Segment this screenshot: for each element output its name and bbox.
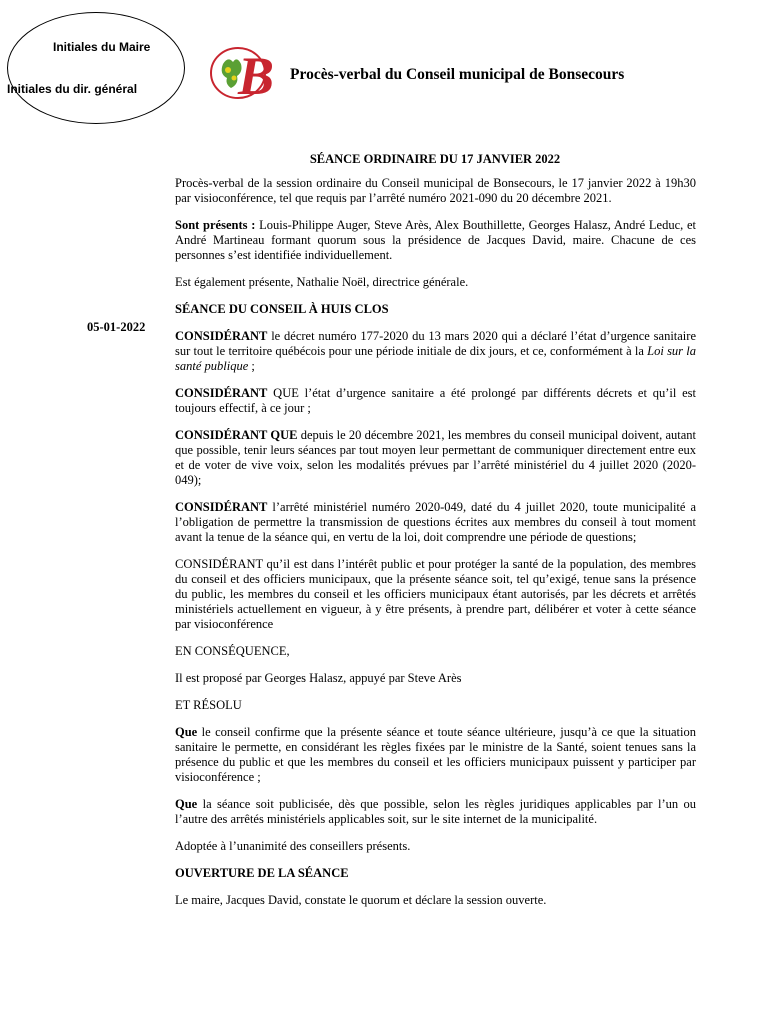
consequence-line: EN CONSÉQUENCE, <box>175 644 290 658</box>
present-paragraph <box>175 218 696 263</box>
que-1-label: Que <box>175 725 198 739</box>
adopted-line: Adoptée à l’unanimité des conseillers présents. <box>175 839 411 853</box>
considerant-5: CONSIDÉRANT qu’il est dans l’intérêt public et pour protéger la santé de la population, des membres du conseil et des officiers municipaux, que la présente séance soit, tel qu’exigé, tenue sans la présence du public, les membres du conseil et les officiers municipaux étant autorisés, par les décrets et arrêtés ministériels actuellement en vigueur, à y être présents, à prendre part, délibérer et voter à cette séance par visioconférence <box>175 557 696 631</box>
minutes-body <box>175 176 696 920</box>
que-2-label: Que <box>175 797 198 811</box>
considerant-3-label: CONSIDÉRANT QUE <box>175 428 298 442</box>
opening-text: Le maire, Jacques David, constate le quorum et déclare la session ouverte. <box>175 893 547 907</box>
que-2-text: la séance soit publicisée, dès que possible, selon les règles juridiques applicables par l’un ou l’autre des arrêtés ministériels applicables soit, sur le site internet de la municipalité. <box>175 797 696 826</box>
que-2 <box>175 797 696 827</box>
considerant-4 <box>175 500 696 545</box>
meeting-title: SÉANCE ORDINAIRE DU 17 JANVIER 2022 <box>309 152 561 166</box>
que-1-text: le conseil confirme que la présente séance et toute séance ultérieure, jusqu’à ce que la situation sanitaire le permette, en considérant les règles fixées par le ministre de la Santé, soient tenues sans la présence du public et que les membres du conseil et les officiers municipaux puissent y participer par visioconférence ; <box>175 725 696 784</box>
resolution-number: 05-01-2022 <box>87 320 146 334</box>
considerant-2 <box>175 386 696 416</box>
considerant-1-end: ; <box>248 359 255 373</box>
resolution-title: SÉANCE DU CONSEIL À HUIS CLOS <box>175 302 389 316</box>
present-label: Sont présents : <box>175 218 256 232</box>
resolved-line: ET RÉSOLU <box>175 698 242 712</box>
initials-oval <box>7 12 185 124</box>
bonsecours-logo <box>208 42 276 102</box>
considerant-3-text: depuis le 20 décembre 2021, les membres du conseil municipal doivent, autant que possible, tenir leurs séances par tout moyen leur permettant de communiquer directement entre eux et de voter de vive voix, selon les modalités prévues par l’arrêté ministériel du 4 juillet 2020 (2020-049); <box>175 428 696 487</box>
que-1 <box>175 725 696 785</box>
considerant-1 <box>175 329 696 374</box>
initials-mayor-label: Initiales du Maire <box>53 40 151 54</box>
intro-paragraph: Procès-verbal de la session ordinaire du Conseil municipal de Bonsecours, le 17 janvier 2022 à 19h30 par visioconférence, tel que requis par l’arrêté numéro 2021-090 du 20 décembre 2021. <box>175 176 696 205</box>
proposed-line: Il est proposé par Georges Halasz, appuyé par Steve Arès <box>175 671 462 685</box>
opening-title: OUVERTURE DE LA SÉANCE <box>175 866 349 880</box>
initials-director-label: Initiales du dir. général <box>7 82 138 96</box>
logo-letter: B <box>238 46 275 102</box>
document-title: Procès-verbal du Conseil municipal de Bonsecours <box>290 66 625 83</box>
considerant-2-label: CONSIDÉRANT <box>175 386 268 400</box>
law-title: Loi sur la santé publique <box>175 344 696 373</box>
considerant-4-label: CONSIDÉRANT <box>175 500 268 514</box>
considerant-1-text: le décret numéro 177-2020 du 13 mars 2020 qui a déclaré l’état d’urgence sanitaire sur tout le territoire québécois pour une période initiale de dix jours, et ce, conformément à la <box>175 329 696 358</box>
present-text: Louis-Philippe Auger, Steve Arès, Alex Bouthillette, Georges Halasz, André Leduc, et André Martineau formant quorum sous la présidence de Jacques David, maire. Chacune de ces personnes s’est identifiée individuellement. <box>175 218 696 262</box>
considerant-4-text: l’arrêté ministériel numéro 2020-049, daté du 4 juillet 2020, toute municipalité a l’obligation de permettre la transmission de questions écrites aux membres du conseil à tout moment avant la tenue de la séance qui, en vertu de la loi, doit comprendre une période de questions; <box>175 500 696 544</box>
considerant-3 <box>175 428 696 488</box>
considerant-1-label: CONSIDÉRANT <box>175 329 268 343</box>
considerant-2-text: QUE l’état d’urgence sanitaire a été prolongé par différents décrets et qu’il est toujours effectif, à ce jour ; <box>175 386 696 415</box>
also-present-paragraph: Est également présente, Nathalie Noël, directrice générale. <box>175 275 469 289</box>
